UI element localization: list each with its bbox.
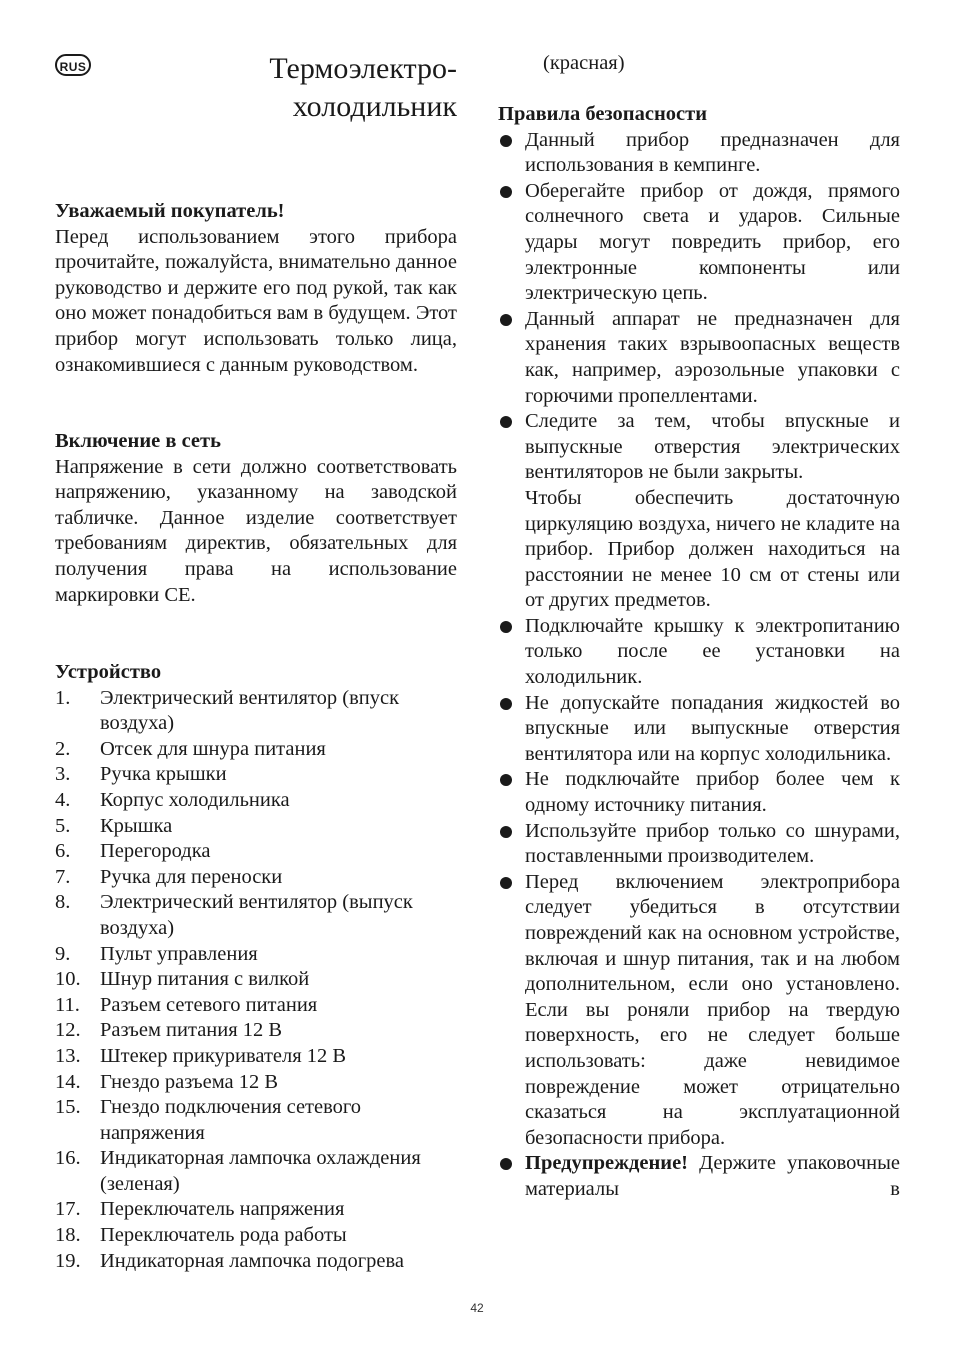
safety-list <box>498 128 900 1203</box>
language-badge: RUS <box>55 54 91 76</box>
list-item: 4. Корпус холодильника <box>55 788 290 811</box>
list-item: 6. Перегородка <box>55 840 211 863</box>
safety-heading: Правила безопасности <box>498 103 708 125</box>
list-item: 16. Индикаторная лампочка охлаждения (зеленая) <box>55 1147 421 1195</box>
list-item: 3. Ручка крышки <box>55 763 227 786</box>
list-item: Не допускайте попадания жидкостей во впускные или выпускные отверстия вентилятора или на корпус холодильника. <box>498 691 900 768</box>
warning-text: Держите упаковочные материалы в <box>525 1152 900 1200</box>
list-item: 10. Шнур питания с вилкой <box>55 968 310 991</box>
title-line-1: Термоэлектро- <box>269 52 457 85</box>
device-list <box>55 686 457 1275</box>
list-item: Следите за тем, чтобы впускные и выпускные отверстия электрических вентиляторов не были закрыты. Чтобы обеспечить достаточную циркуляцию воздуха, ничего не кладите на прибор. Прибор должен находиться на расстоянии не менее 10 см от стены или от других предметов. <box>498 409 900 614</box>
list-item: Оберегайте прибор от дождя, прямого солнечного света и ударов. Сильные удары могут повредить прибор, его электронные компоненты или электрическую цепь. <box>498 179 900 307</box>
list-item: 18. Переключатель рода работы <box>55 1224 347 1247</box>
bullet-icon <box>500 621 512 633</box>
warning-label: Предупреждение! <box>525 1152 688 1175</box>
list-item: Перед включением электроприбора следует убедиться в отсутствии повреждений как на основном устройстве, включая и шнур питания, так и на любом дополнительном, если оно установлено. Если вы роняли прибор на твердую поверхность, его не следует больше использовать: даже невидимое повреждение может отрицательно сказаться на эксплуатационной безопасности прибора. <box>498 870 900 1152</box>
power-heading: Включение в сеть <box>55 430 221 452</box>
list-item: 5. Крышка <box>55 814 173 837</box>
list-item: 9. Пульт управления <box>55 942 258 965</box>
bullet-icon <box>500 774 512 786</box>
ventilation-note: Чтобы обеспечить достаточную циркуляцию воздуха, ничего не кладите на прибор. Прибор должен находиться на расстоянии не менее 10 см от стены или от других предметов. <box>525 486 900 612</box>
bullet-icon <box>500 1158 512 1170</box>
list-item: Используйте прибор только со шнурами, поставленными производителем. <box>498 819 900 870</box>
greeting-text: Перед использованием этого прибора прочитайте, пожалуйста, внимательно данное руководство и держите его под рукой, так как оно может понадобиться вам в будущем. Этот прибор могут использовать только лица, ознакомившиеся с данным руководством. <box>55 225 457 376</box>
list-item: 14. Гнездо разъема 12 В <box>55 1070 279 1093</box>
greeting-heading: Уважаемый покупатель! <box>55 200 285 222</box>
bullet-icon <box>500 135 512 147</box>
list-item: 2. Отсек для шнура питания <box>55 737 326 760</box>
list-item: Данный аппарат не предназначен для хранения таких взрывоопасных веществ как, например, аэрозольные упаковки с горючими пропеллентами. <box>498 307 900 409</box>
list-item: Данный прибор предназначен для использования в кемпинге. <box>498 128 900 179</box>
list-item: 7. Ручка для переноски <box>55 865 283 888</box>
page-number: 42 <box>470 1301 484 1315</box>
bullet-icon <box>500 186 512 198</box>
warning-item <box>498 1151 900 1202</box>
list-item: 15. Гнездо подключения сетевого напряжения <box>55 1096 362 1144</box>
list-item: 12. Разъем питания 12 В <box>55 1019 283 1042</box>
bullet-icon <box>500 877 512 889</box>
power-text: Напряжение в сети должно соответствовать напряжению, указанному на заводской табличке. Данное изделие соответствует требованиям директив, обязательных для получения права на использование маркировки CE. <box>55 455 457 606</box>
bullet-icon <box>500 698 512 710</box>
list-item: Не подключайте прибор более чем к одному источнику питания. <box>498 767 900 818</box>
list-item: Подключайте крышку к электропитанию только после ее установки на холодильник. <box>498 614 900 691</box>
greeting-section <box>55 199 457 378</box>
list-item: 13. Штекер прикуривателя 12 В <box>55 1044 347 1067</box>
list-item: 11. Разъем сетевого питания <box>55 993 318 1016</box>
device-heading: Устройство <box>55 661 162 683</box>
page-title <box>269 50 457 126</box>
list-item: 1. Электрический вентилятор (впуск воздуха) <box>55 686 400 735</box>
bullet-icon <box>500 314 512 326</box>
bullet-icon <box>500 826 512 838</box>
bullet-icon <box>500 416 512 428</box>
list-item: 19. Индикаторная лампочка подогрева <box>55 1249 404 1272</box>
safety-section <box>498 102 900 1203</box>
list-item: 17. Переключатель напряжения <box>55 1198 345 1221</box>
list-item: 8. Электрический вентилятор (выпуск воздуха) <box>55 891 413 939</box>
device-section <box>55 660 457 1274</box>
continuation-text: (красная) <box>543 52 625 74</box>
power-section <box>55 429 457 608</box>
title-line-2: холодильник <box>292 90 457 123</box>
